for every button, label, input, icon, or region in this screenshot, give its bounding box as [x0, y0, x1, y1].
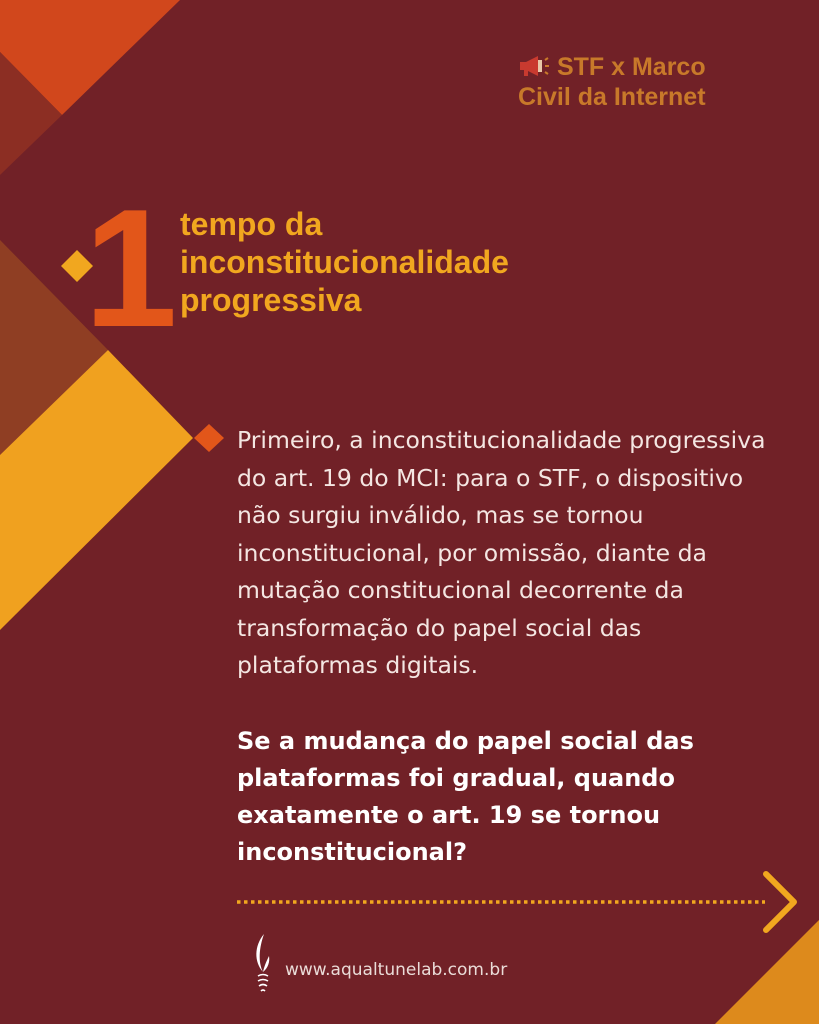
megaphone-icon — [518, 54, 550, 78]
next-arrow-icon — [766, 874, 794, 930]
body-paragraph: Primeiro, a inconstitucionalidade progressiva do art. 19 do MCI: para o STF, o dispositivo não surgiu inválido, mas se tornou inconstitucional, por omissão, diante da mutação constitucional decorrente da transformação do papel social das plataformas digitais. — [237, 426, 766, 679]
title-line: tempo da — [180, 206, 323, 242]
title-line: inconstitucionalidade — [180, 244, 509, 280]
bottom-right-shape — [715, 920, 819, 1024]
slide-title — [180, 205, 650, 319]
header-line-2: Civil da Internet — [518, 83, 706, 111]
title-line: progressiva — [180, 282, 362, 318]
series-header — [518, 52, 808, 112]
highlight-question: Se a mudança do papel social das plataformas foi gradual, quando exatamente o art. 19 se tornou inconstitucional? — [237, 727, 694, 866]
slide-number: 1 — [84, 174, 178, 362]
feather-logo-icon — [250, 932, 276, 996]
header-line-1: STF x Marco — [556, 53, 706, 81]
website-url: www.aqualtunelab.com.br — [285, 960, 508, 980]
body-diamond-icon — [194, 424, 224, 452]
